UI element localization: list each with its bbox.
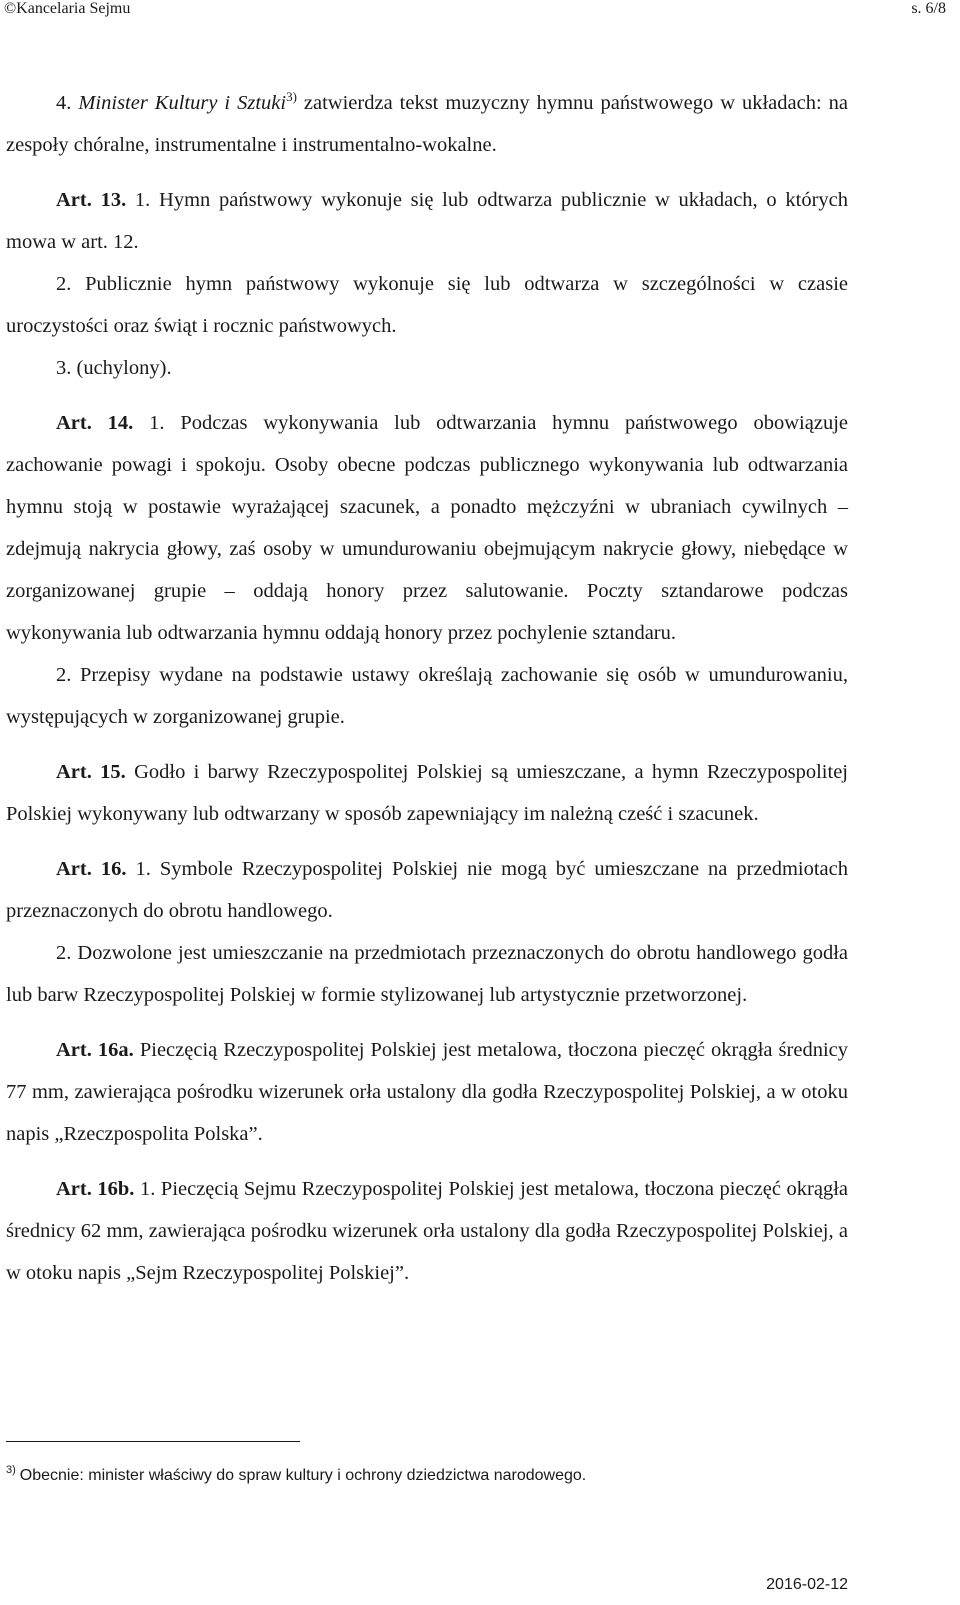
document-date: 2016-02-12 <box>766 1576 848 1593</box>
header-source: ©Kancelaria Sejmu <box>4 0 131 17</box>
page-header <box>4 0 946 24</box>
article-label: Art. 15. <box>56 761 126 783</box>
article-label: Art. 16b. <box>56 1178 135 1200</box>
header-page-number: s. 6/8 <box>911 0 946 17</box>
paragraph-4 <box>6 82 848 166</box>
article-text: 1. Symbole Rzeczypospolitej Polskiej nie mogą być umieszczane na przedmiotach przeznaczonych do obrotu handlowego. <box>6 858 848 922</box>
article-16a <box>6 1029 848 1155</box>
footnote <box>6 1464 587 1485</box>
article-16-section-2 <box>6 932 848 1016</box>
article-14 <box>6 402 848 654</box>
paragraph-number: 4. <box>56 92 72 114</box>
footnote-marker: 3) <box>6 1464 16 1476</box>
article-text: Godło i barwy Rzeczypospolitej Polskiej są umieszczane, a hymn Rzeczypospolitej Polskiej wykonywany lub odtwarzany w sposób zapewniający im należną cześć i szacunek. <box>6 761 848 825</box>
article-13-section-3 <box>6 347 848 389</box>
section-text: 2. Dozwolone jest umieszczanie na przedmiotach przeznaczonych do obrotu handlowego godła lub barw Rzeczypospolitej Polskiej w formie stylizowanej lub artystycznie przetworzonej. <box>6 942 848 1006</box>
article-label: Art. 16a. <box>56 1039 134 1061</box>
minister-name: Minister Kultury i Sztuki <box>78 92 287 114</box>
article-14-section-2 <box>6 654 848 738</box>
article-label: Art. 16. <box>56 858 127 880</box>
article-text: 1. Hymn państwowy wykonuje się lub odtwarza publicznie w układach, o których mowa w art. 12. <box>6 189 848 253</box>
footnote-separator <box>6 1441 300 1442</box>
article-text: Pieczęcią Rzeczypospolitej Polskiej jest metalowa, tłoczona pieczęć okrągła średnicy 77 mm, zawierająca pośrodku wizerunek orła ustalony dla godła Rzeczypospolitej Polskiej, a w otoku napis „Rzeczpospolita Polska”. <box>6 1039 848 1145</box>
article-label: Art. 14. <box>56 412 134 434</box>
article-text: 1. Podczas wykonywania lub odtwarzania hymnu państwowego obowiązuje zachowanie powagi i spokoju. Osoby obecne podczas publicznego wykonywania lub odtwarzania hymnu stoją w postawie wyrażającej szacunek, a ponadto mężczyźni w ubraniach cywilnych – zdejmują nakrycia głowy, zaś osoby w umundurowaniu obejmującym nakrycie głowy, niebędące w zorganizowanej grupie – oddają honory przez salutowanie. Poczty sztandarowe podczas wykonywania lub odtwarzania hymnu oddają honory przez pochylenie sztandaru. <box>6 412 848 644</box>
section-text: 3. (uchylony). <box>56 357 172 379</box>
article-13-section-2 <box>6 263 848 347</box>
section-text: 2. Publicznie hymn państwowy wykonuje się lub odtwarza w szczególności w czasie uroczystości oraz świąt i rocznic państwowych. <box>6 273 848 337</box>
document-body <box>6 82 848 1294</box>
article-16 <box>6 848 848 932</box>
section-text: 2. Przepisy wydane na podstawie ustawy określają zachowanie się osób w umundurowaniu, występujących w zorganizowanej grupie. <box>6 664 848 728</box>
article-text: 1. Pieczęcią Sejmu Rzeczypospolitej Polskiej jest metalowa, tłoczona pieczęć okrągła średnicy 62 mm, zawierająca pośrodku wizerunek orła ustalony dla godła Rzeczypospolitej Polskiej, a w otoku napis „Sejm Rzeczypospolitej Polskiej”. <box>6 1178 848 1284</box>
article-label: Art. 13. <box>56 189 127 211</box>
footnote-reference[interactable]: 3) <box>286 89 297 104</box>
article-15 <box>6 751 848 835</box>
article-16b <box>6 1168 848 1294</box>
paragraph-text: zatwierdza tekst muzyczny hymnu państwowego w układach: na zespoły chóralne, instrumentalne i instrumentalno-wokalne. <box>6 92 848 156</box>
article-13 <box>6 179 848 263</box>
footnote-text: Obecnie: minister właściwy do spraw kultury i ochrony dziedzictwa narodowego. <box>19 1467 587 1484</box>
